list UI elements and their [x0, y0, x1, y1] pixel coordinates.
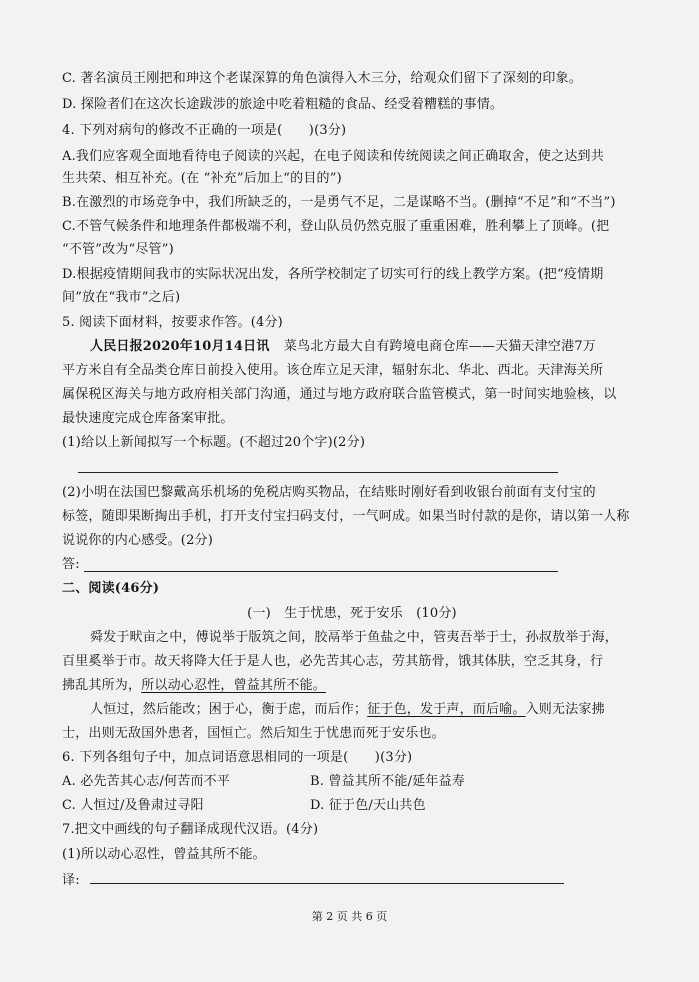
section-2-heading: 二、阅读(46分)	[62, 581, 160, 596]
question-5-2-line3: 说说你的内心感受。(2分)	[62, 533, 214, 548]
q4-option-b: B.在激烈的市场竞争中，我们所缺乏的，一是勇气不足，二是谋略不当。(删掉“不足”和“不当”)	[62, 195, 616, 210]
passage-line5: 士，出则无敌国外患者，国恒亡。然后知生于忧患而死于安乐也。	[62, 726, 445, 741]
q4-option-c-line2: “不管”改为“尽管”)	[62, 242, 174, 257]
passage-line1: 舜发于畎亩之中，傅说举于版筑之间，胶鬲举于鱼盐之中，管夷吾举于士，孙叔敖举于海，	[90, 630, 619, 645]
question-4: 4. 下列对病句的修改不正确的一项是( )(3分)	[62, 123, 347, 138]
q4-option-a-line1: A.我们应客观全面地看待电子阅读的兴起，在电子阅读和传统阅读之间正确取舍，使之达到共	[62, 149, 604, 164]
passage-line2: 百里奚举于市。故天将降大任于是人也，必先苦其心志，劳其筋骨，饿其体肤，空乏其身，行	[62, 654, 604, 669]
question-5: 5. 阅读下面材料，按要求作答。(4分)	[62, 315, 283, 330]
news-paragraph-line4: 最快速度完成仓库备案审批。	[62, 411, 234, 426]
q4-option-d-line2: 间”放在“我市”之后)	[62, 290, 181, 305]
question-7: 7.把文中画线的句子翻译成现代汉语。(4分)	[62, 822, 319, 837]
q4-option-a-line2: 生共荣、相互补充。(在 “补充”后加上“的目的”)	[62, 171, 342, 186]
translate-answer-line[interactable]	[90, 883, 564, 884]
translate-label: 译:	[62, 873, 80, 888]
news-dateline: 人民日报2020年10月14日讯	[90, 339, 270, 354]
q6-option-c: C. 人恒过/及鲁肃过寻阳	[62, 798, 204, 813]
passage-line3: 拂乱其所为，所以动心忍性，曾益其所不能。	[62, 678, 327, 693]
passage-1-title: (一) 生于忧患，死于安乐 (10分)	[247, 606, 457, 621]
question-7-1: (1)所以动心忍性，曾益其所不能。	[62, 847, 266, 862]
question-5-2-line1: (2)小明在法国巴黎戴高乐机场的免税店购买物品，在结账时刚好看到收银台前面有支付宝的	[62, 485, 596, 500]
news-text: 菜鸟北方最大自有跨境电商仓库——天猫天津空港7万	[283, 339, 596, 354]
option-c-line: C. 著名演员王刚把和珅这个老谋深算的角色演得入木三分，给观众们留下了深刻的印象。	[62, 71, 582, 86]
news-paragraph-line3: 属保税区海关与地方政府相关部门沟通，通过与地方政府联合监管模式，第一时间实地验核，以	[62, 387, 617, 402]
answer-line-title[interactable]	[78, 472, 558, 473]
question-5-2-line2: 标签，随即果断掏出手机，打开支付宝扫码支付，一气呵成。如果当时付款的是你，请以第一人称	[62, 509, 630, 524]
news-paragraph-line1	[90, 338, 642, 356]
page-footer: 第 2 页 共 6 页	[311, 910, 388, 923]
answer-label: 答:	[62, 557, 80, 572]
q6-option-d: D. 征于色/天山共色	[310, 798, 426, 813]
passage-line4: 人恒过，然后能改；困于心，衡于虑，而后作；征于色，发于声，而后喻。入则无法家拂	[90, 702, 605, 717]
underlined-sentence-2: 征于色，发于声，而后喻。	[367, 702, 526, 717]
news-paragraph-line2: 平方米自有全品类仓库日前投入使用。该仓库立足天津，辐射东北、华北、西北。天津海关所	[62, 363, 604, 378]
question-6: 6. 下列各组句子中，加点词语意思相同的一项是( )(3分)	[62, 750, 413, 765]
q6-option-b: B. 曾益其所不能/延年益寿	[310, 774, 465, 789]
q4-option-d-line1: D.根据疫情期间我市的实际状况出发，各所学校制定了切实可行的线上教学方案。(把“疫情期	[62, 267, 604, 282]
answer-line-feeling[interactable]	[84, 571, 558, 572]
option-d-line: D. 探险者们在这次长途跋涉的旅途中吃着粗糙的食品、经受着糟糕的事情。	[62, 97, 504, 112]
underlined-sentence-1: 所以动心忍性，曾益其所不能。	[141, 678, 327, 693]
q6-option-a: A. 必先苦其心志/何苦而不平	[62, 774, 231, 789]
question-5-1: (1)给以上新闻拟写一个标题。(不超过20个字)(2分)	[62, 435, 366, 450]
q4-option-c-line1: C.不管气候条件和地理条件都极端不利，登山队员仍然克服了重重困难，胜利攀上了顶峰。(把	[62, 219, 610, 234]
